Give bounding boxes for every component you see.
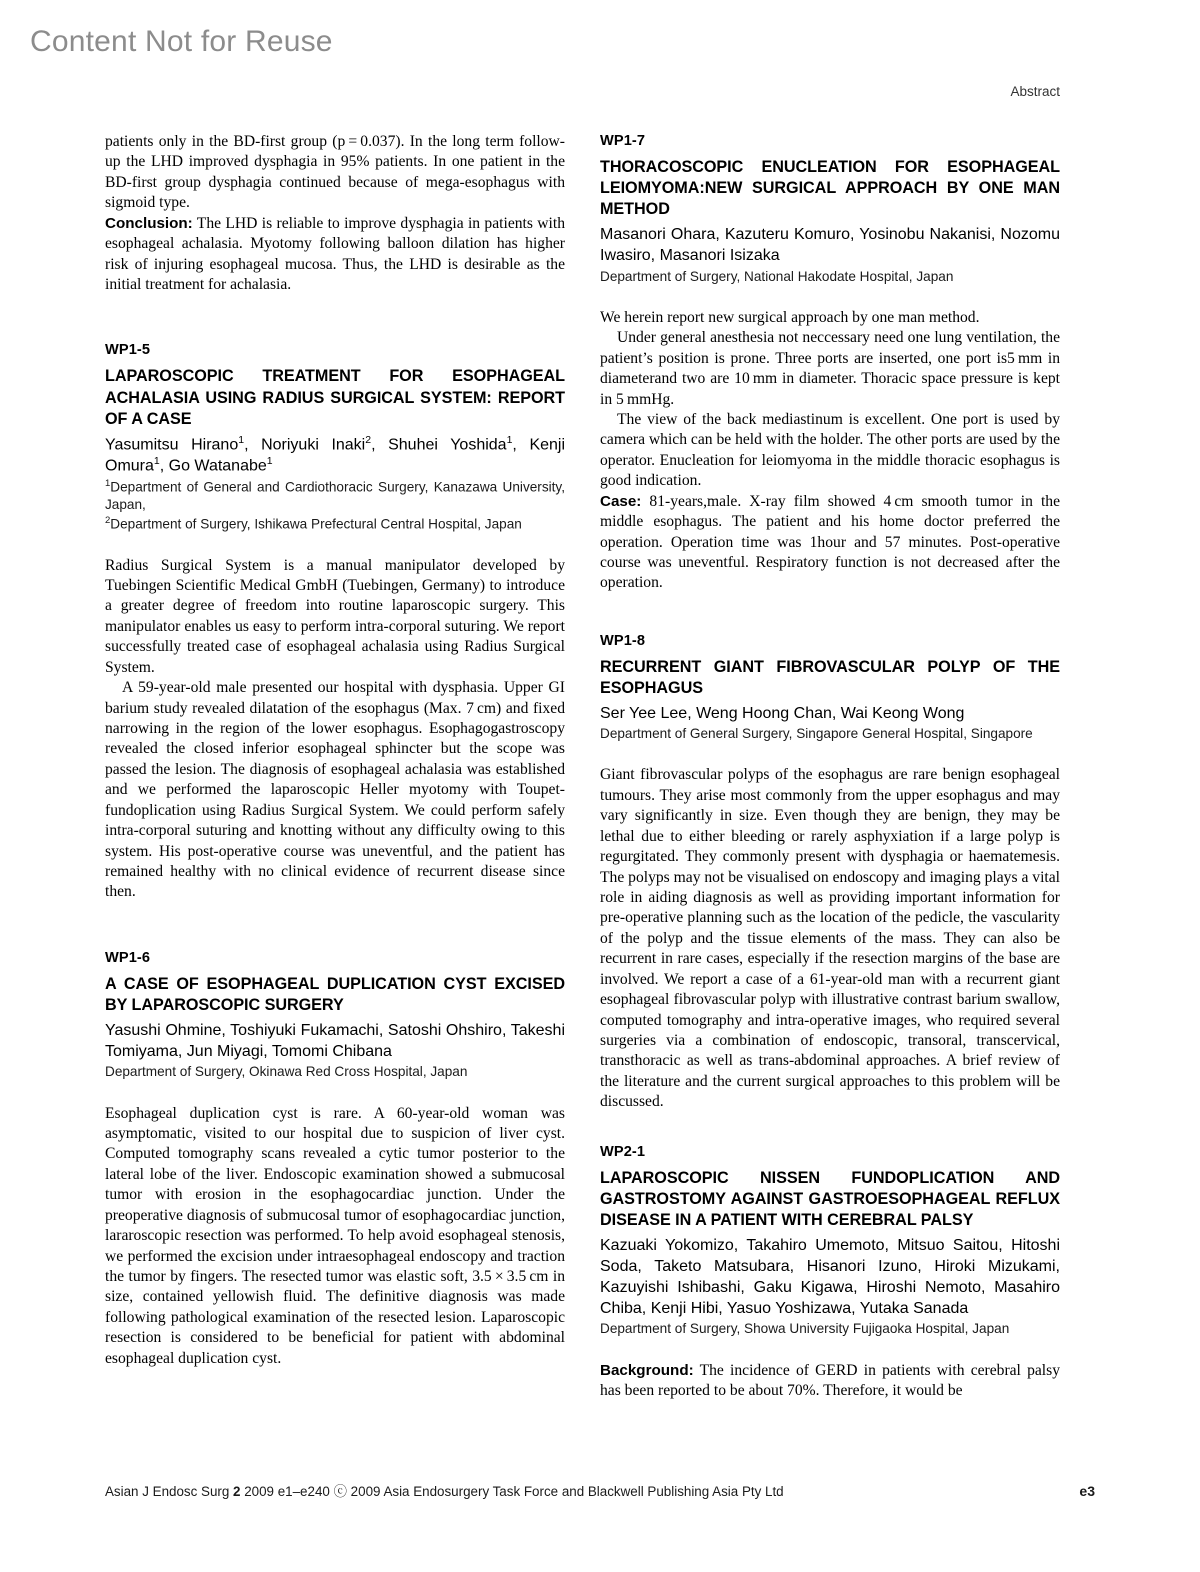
abstract-title: RECURRENT GIANT FIBROVASCULAR POLYP OF THE ESOPHAGUS <box>600 657 1060 697</box>
abstract-authors: Kazuaki Yokomizo, Takahiro Umemoto, Mitsuo Saitou, Hitoshi Soda, Taketo Matsubara, Hisanori Izuno, Hiroki Mizukami, Kazuyishi Ishibashi, Gaku Kigawa, Hiroshi Nemoto, Masahiro Chiba, Kenji Hibi, Yasuo Yoshizawa, Yutaka Sanada <box>600 1236 1060 1318</box>
left-column <box>105 132 565 1402</box>
footer-volume: 2 <box>233 1484 241 1499</box>
abstract-paragraph: Esophageal duplication cyst is rare. A 60-year-old woman was asymptomatic, visited to our hospital due to suspicion of liver cyst. Computed tomography scans revealed a cytic tumor posterior to the lateral lobe of the liver. Endoscopic examination showed a submucosal tumor with erosion in the esophagocardiac junction. Under the preoperative diagnosis of submucosal tumor of esophagocardiac junction, lararoscopic resection was performed. To help avoid esophageal stenosis, we performed the excision under intraesophageal endoscopy and traction the tumor by fingers. The resected tumor was elastic soft, 3.5 × 3.5 cm in size, contained yellowish fluid. The definitive diagnosis was made following pathological examination of the resected lesion. Laparoscopic resection is considered to be beneficial for patient with abdominal esophageal duplication cyst. <box>105 1104 565 1367</box>
abstract-title: A CASE OF ESOPHAGEAL DUPLICATION CYST EXCISED BY LAPAROSCOPIC SURGERY <box>105 974 565 1014</box>
footer-citation-pre: Asian J Endosc Surg <box>105 1484 234 1499</box>
abstract-code: WP1-5 <box>105 342 151 359</box>
abstract-affiliations: Department of General Surgery, Singapore General Hospital, Singapore <box>600 726 1033 742</box>
case-text: 81-years,male. X-ray film showed 4 cm smooth tumor in the middle esophagus. The patient and his home doctor preferred the operation. Operation time was 1hour and 57 minutes. Post-operative course was uneventful. Respiratory function is not decreased after the operation. <box>600 492 1060 592</box>
right-column <box>600 132 1060 1402</box>
footer-citation <box>105 1481 784 1500</box>
abstract-authors: Ser Yee Lee, Weng Hoong Chan, Wai Keong Wong <box>600 705 965 722</box>
abstract-wp2-1 <box>600 1143 1060 1402</box>
conclusion-text: The LHD is reliable to improve dysphagia in patients with esophageal achalasia. Myotomy following balloon dilation has higher risk of injuring esophageal mucosa. Thus, the LHD is desirable as the initial treatment for achalasia. <box>105 214 565 293</box>
case-paragraph <box>600 492 1060 594</box>
page-number: e3 <box>1079 1483 1095 1499</box>
abstract-affiliations: Department of Surgery, Showa University Fujigaoka Hospital, Japan <box>600 1321 1010 1337</box>
running-head: Abstract <box>1010 84 1060 99</box>
abstract-paragraph: The view of the back mediastinum is excellent. One port is used by camera which can be held with the holder. The other ports are used by the operator. Enucleation for leiomyoma in the middle thoracic esophagus is good indication. <box>600 410 1060 490</box>
abstract-code: WP1-6 <box>105 949 151 966</box>
abstract-code: WP2-1 <box>600 1143 646 1160</box>
abstract-code: WP1-8 <box>600 632 646 649</box>
abstract-affiliations: Department of Surgery, National Hakodate Hospital, Japan <box>600 268 954 284</box>
abstract-wp1-7 <box>600 132 1060 594</box>
page-footer <box>105 1481 1095 1500</box>
abstract-affiliations: Department of Surgery, Okinawa Red Cross Hospital, Japan <box>105 1064 468 1080</box>
abstract-paragraph: We herein report new surgical approach by one man method. <box>600 308 980 326</box>
abstract-code: WP1-7 <box>600 133 646 149</box>
background-text: The incidence of GERD in patients with cerebral palsy has been reported to be about 70%. Therefore, it would be <box>600 1361 1060 1400</box>
abstract-paragraph: Under general anesthesia not neccessary need one lung ventilation, the patient’s position is prone. Three ports are inserted, one port is5 mm in diameterand two are 10 mm in diameter. Thoracic space pressure is kept in 5 mmHg. <box>600 329 1060 408</box>
watermark-text: Content Not for Reuse <box>30 25 333 58</box>
background-label: Background: <box>600 1361 694 1379</box>
abstract-paragraph: Giant fibrovascular polyps of the esophagus are rare benign esophageal tumours. They arise most commonly from the upper esophagus and may vary significantly in size. Even though they are benign, they may be lethal due to either bleeding or rarely asphyxiation if a large polyp is regurgitated. They commonly present with dysphagia or haematemesis. The polyps may not be visualised on endoscopy and imaging plays a vital role in aiding diagnosis as well as providing important information for pre-operative planning such as the location of the pedicle, the vascularity of the polyp and the tissue elements of the mass. They can also be recurrent in rare cases, especially if the resection margins of the base are involved. We report a case of a 61-year-old man with a recurrent giant esophageal fibrovascular polyp with illustrative contrast barium swallow, computed tomography and intra-operative images, who required several surgeries via a combination of endoscopic, transoral, transcervical, transthoracic as well as trans-abdominal approaches. A brief review of the literature and the current surgical approaches to this problem will be discussed. <box>600 766 1060 1111</box>
background-paragraph <box>600 1361 1060 1402</box>
abstract-title: LAPAROSCOPIC TREATMENT FOR ESOPHAGEAL ACHALASIA USING RADIUS SURGICAL SYSTEM: REPORT OF A CASE <box>105 367 565 428</box>
abstract-affiliations: $^1$Department of General and Cardiothoracic Surgery, Kanazawa University, Japan, $^2$Department of Surgery, Ishikawa Prefectural Central Hospital, Japan <box>105 477 565 532</box>
conclusion-label: Conclusion: <box>105 214 193 232</box>
two-column-layout <box>105 132 1060 1402</box>
abstract-wp1-6 <box>105 949 565 1369</box>
footer-citation-post: 2009 e1–e240 ⓒ 2009 Asia Endosurgery Task Force and Blackwell Publishing Asia Pty Ltd <box>240 1484 784 1499</box>
abstract-wp1-8 <box>600 632 1060 1113</box>
abstract-authors: Yasushi Ohmine, Toshiyuki Fukamachi, Satoshi Ohshiro, Takeshi Tomiyama, Jun Miyagi, Tomomi Chibana <box>105 1022 565 1061</box>
abstract-wp1-5 <box>105 341 565 902</box>
abstract-authors: Masanori Ohara, Kazuteru Komuro, Yosinobu Nakanisi, Nozomu Iwasiro, Masanori Isizaka <box>600 226 1060 265</box>
abstract-paragraph: Radius Surgical System is a manual manipulator developed by Tuebingen Scientific Medical GmbH (Tuebingen, Germany) to introduce a greater degree of freedom into routine laparoscopic surgery. This manipulator enables us easy to perform intra-corporal suturing. We report successfully treated case of esophageal achalasia using Radius Surgical System. <box>105 556 565 676</box>
case-label: Case: <box>600 492 642 510</box>
abstract-authors: Yasumitsu Hirano$^1$, Noriyuki Inaki$^2$, Shuhei Yoshida$^1$, Kenji Omura$^1$, Go Watanabe$^1$ <box>105 433 566 475</box>
continued-paragraph: patients only in the BD-first group (p = 0.037). In the long term follow-up the LHD improved dysphagia in 95% patients. In one patient in the BD-first group dysphagia continued because of mega-esophagus with sigmoid type. <box>105 133 565 212</box>
conclusion-paragraph <box>105 214 565 296</box>
abstract-paragraph: A 59-year-old male presented our hospital with dysphasia. Upper GI barium study revealed dilatation of the esophagus (Max. 7 cm) and fixed narrowing in the region of the lower esophagus. Esophagogastroscopy revealed the closed inferior esophageal sphincter but the scope was passed the lesion. The diagnosis of esophageal achalasia was established and we performed the laparoscopic Heller myotomy with Toupet-fundoplication using Radius Surgical System. We could perform safely intra-corporal suturing and knotting without any difficulty owing to this system. His post-operative course was uneventful, and the patient has remained healthy with no clinical evidence of recurrent disease since then. <box>105 679 565 901</box>
abstract-title: LAPAROSCOPIC NISSEN FUNDOPLICATION AND GASTROSTOMY AGAINST GASTROESOPHAGEAL REFLUX DISEASE IN A PATIENT WITH CEREBRAL PALSY <box>600 1168 1060 1229</box>
abstract-title: THORACOSCOPIC ENUCLEATION FOR ESOPHAGEAL LEIOMYOMA:NEW SURGICAL APPROACH BY ONE MAN METHOD <box>600 158 1060 219</box>
